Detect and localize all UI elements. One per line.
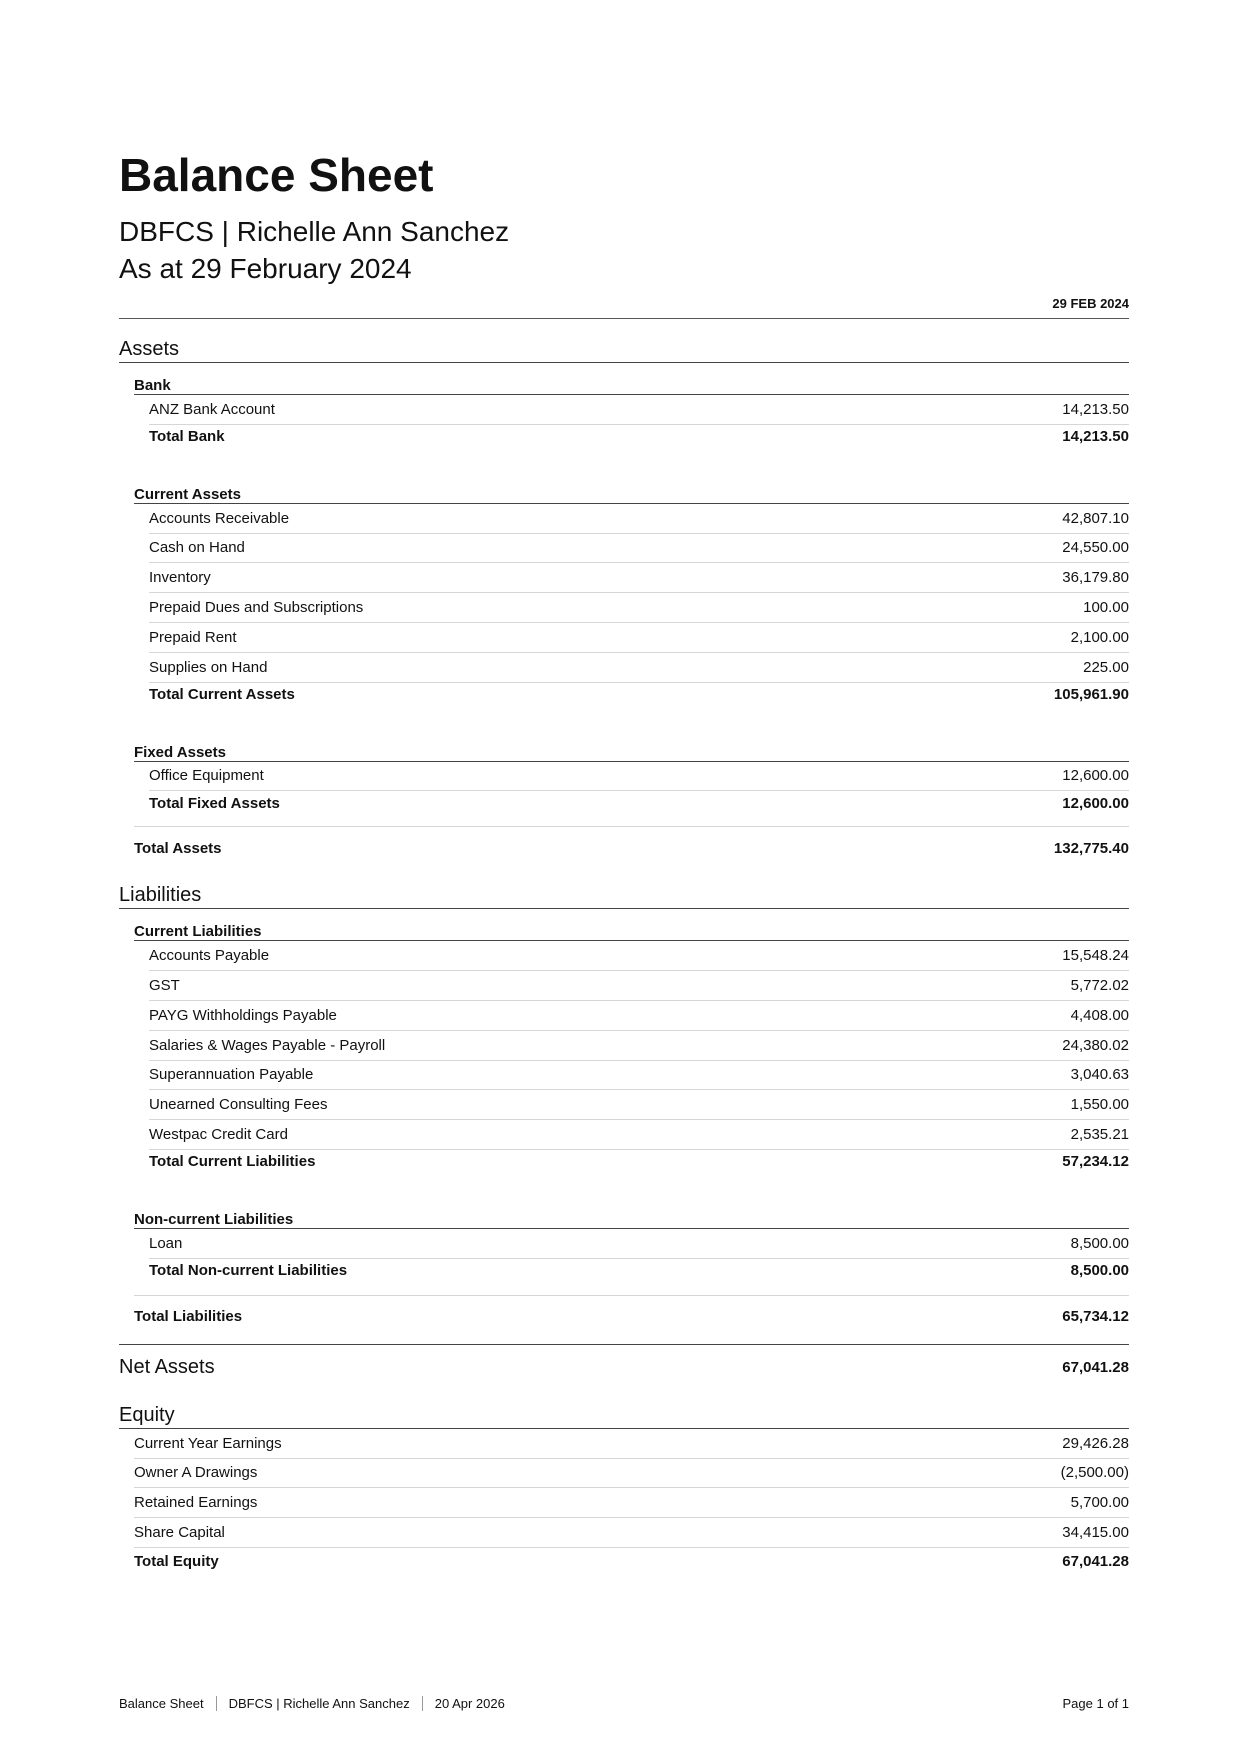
- footer-divider: [216, 1696, 217, 1711]
- report-title: Balance Sheet: [119, 149, 434, 201]
- footer-divider: [422, 1696, 423, 1711]
- total-noncurrent-liabilities-row: [149, 1259, 1129, 1283]
- group-noncurrent-liabilities: [134, 1196, 1129, 1229]
- report-date: As at 29 February 2024: [119, 253, 412, 284]
- group-fixed-assets-heading: Fixed Assets: [134, 743, 226, 761]
- account-label: Share Capital: [134, 1524, 225, 1542]
- footer-organisation: DBFCS | Richelle Ann Sanchez: [228, 1696, 410, 1711]
- total-amount: 132,775.40: [1053, 839, 1129, 857]
- total-label: Total Current Liabilities: [149, 1153, 316, 1171]
- account-label: Unearned Consulting Fees: [149, 1096, 328, 1114]
- total-label: Total Fixed Assets: [149, 794, 280, 812]
- account-label: PAYG Withholdings Payable: [149, 1006, 337, 1024]
- total-bank-row: [149, 425, 1129, 449]
- group-current-liabilities-heading: Current Liabilities: [134, 923, 262, 941]
- account-label: Cash on Hand: [149, 539, 245, 557]
- account-amount: 36,179.80: [1062, 569, 1129, 587]
- account-row: [149, 653, 1129, 683]
- account-label: Office Equipment: [149, 767, 264, 785]
- account-label: Loan: [149, 1234, 183, 1252]
- account-amount: 5,772.02: [1070, 977, 1129, 995]
- report-body: [119, 318, 1129, 1576]
- account-label: Inventory: [149, 569, 211, 587]
- group-bank-heading: Bank: [134, 377, 171, 394]
- total-fixed-assets-row: [149, 791, 1129, 815]
- account-amount: 24,550.00: [1062, 539, 1129, 557]
- account-row: [149, 971, 1129, 1001]
- total-amount: 8,500.00: [1070, 1262, 1129, 1280]
- account-amount: 29,426.28: [1062, 1434, 1129, 1452]
- group-current-assets-heading: Current Assets: [134, 485, 241, 503]
- column-header-date: 29 FEB 2024: [1052, 296, 1129, 311]
- account-amount: 12,600.00: [1062, 767, 1129, 785]
- total-amount: 105,961.90: [1053, 686, 1129, 704]
- account-row: [149, 1120, 1129, 1150]
- group-current-assets: [134, 471, 1129, 504]
- account-row: [134, 1459, 1129, 1489]
- total-current-assets-row: [149, 683, 1129, 707]
- account-row: [134, 1429, 1129, 1459]
- group-current-liabilities: [134, 909, 1129, 941]
- group-bank: [134, 363, 1129, 395]
- footer-report-name: Balance Sheet: [119, 1696, 204, 1711]
- total-amount: 14,213.50: [1062, 428, 1129, 446]
- account-label: Current Year Earnings: [134, 1434, 282, 1452]
- account-row: [149, 1229, 1129, 1259]
- account-row: [149, 941, 1129, 971]
- account-amount: 14,213.50: [1062, 400, 1129, 418]
- page-footer: [119, 1696, 1129, 1711]
- account-amount: 225.00: [1083, 658, 1129, 676]
- total-label: Total Bank: [149, 428, 225, 446]
- organisation-name: DBFCS | Richelle Ann Sanchez: [119, 216, 510, 247]
- section-assets: [119, 318, 1129, 363]
- account-amount: 1,550.00: [1070, 1096, 1129, 1114]
- footer-page-number: Page 1 of 1: [1062, 1696, 1129, 1711]
- account-label: GST: [149, 977, 180, 995]
- account-label: Westpac Credit Card: [149, 1126, 288, 1144]
- account-row: [149, 1090, 1129, 1120]
- account-amount: 5,700.00: [1070, 1494, 1129, 1512]
- group-noncurrent-liabilities-heading: Non-current Liabilities: [134, 1210, 294, 1228]
- footer-date: 20 Apr 2026: [434, 1696, 505, 1711]
- section-liabilities-heading: Liabilities: [119, 884, 202, 907]
- section-equity-heading: Equity: [119, 1403, 175, 1426]
- account-row: [149, 534, 1129, 564]
- account-label: Supplies on Hand: [149, 658, 268, 676]
- total-label: Total Current Assets: [149, 686, 295, 704]
- total-amount: 67,041.28: [1062, 1553, 1129, 1571]
- account-amount: 24,380.02: [1062, 1036, 1129, 1054]
- account-label: Accounts Payable: [149, 947, 270, 965]
- total-amount: 12,600.00: [1062, 794, 1129, 812]
- account-row: [149, 395, 1129, 425]
- total-amount: 57,234.12: [1062, 1153, 1129, 1171]
- account-row: [149, 504, 1129, 534]
- account-label: Superannuation Payable: [149, 1066, 314, 1084]
- total-liabilities-row: [134, 1295, 1129, 1338]
- account-row: [149, 593, 1129, 623]
- total-amount: 65,734.12: [1062, 1308, 1129, 1326]
- account-amount: 3,040.63: [1070, 1066, 1129, 1084]
- account-label: Prepaid Dues and Subscriptions: [149, 599, 364, 617]
- account-amount: 34,415.00: [1062, 1524, 1129, 1542]
- account-row: [134, 1518, 1129, 1548]
- net-assets-label: Net Assets: [119, 1356, 215, 1379]
- total-label: Total Liabilities: [134, 1308, 243, 1326]
- group-fixed-assets: [134, 729, 1129, 762]
- account-row: [149, 563, 1129, 593]
- account-row: [134, 1488, 1129, 1518]
- account-row: [149, 1061, 1129, 1091]
- total-equity-row: [134, 1548, 1129, 1576]
- account-amount: 15,548.24: [1062, 947, 1129, 965]
- account-amount: 2,100.00: [1070, 628, 1129, 646]
- total-label: Total Non-current Liabilities: [149, 1262, 348, 1280]
- total-current-liabilities-row: [149, 1150, 1129, 1174]
- account-amount: 8,500.00: [1070, 1234, 1129, 1252]
- account-label: Prepaid Rent: [149, 628, 237, 646]
- account-label: Accounts Receivable: [149, 509, 290, 527]
- section-liabilities: [119, 869, 1129, 909]
- account-amount: 2,535.21: [1070, 1126, 1129, 1144]
- account-row: [149, 1031, 1129, 1061]
- account-amount: 42,807.10: [1062, 509, 1129, 527]
- section-equity: [119, 1391, 1129, 1429]
- account-label: Salaries & Wages Payable - Payroll: [149, 1036, 386, 1054]
- account-row: [149, 1001, 1129, 1031]
- total-assets-row: [134, 826, 1129, 869]
- account-row: [149, 623, 1129, 653]
- account-amount: 4,408.00: [1070, 1006, 1129, 1024]
- account-label: ANZ Bank Account: [149, 400, 275, 418]
- account-row: [149, 762, 1129, 792]
- account-label: Retained Earnings: [134, 1494, 258, 1512]
- account-label: Owner A Drawings: [134, 1464, 258, 1482]
- account-amount: 100.00: [1083, 599, 1129, 617]
- total-label: Total Assets: [134, 839, 222, 857]
- section-assets-heading: Assets: [119, 338, 180, 360]
- net-assets-row: [119, 1344, 1129, 1391]
- total-label: Total Equity: [134, 1553, 219, 1571]
- net-assets-amount: 67,041.28: [1062, 1359, 1129, 1377]
- account-amount: (2,500.00): [1060, 1464, 1129, 1482]
